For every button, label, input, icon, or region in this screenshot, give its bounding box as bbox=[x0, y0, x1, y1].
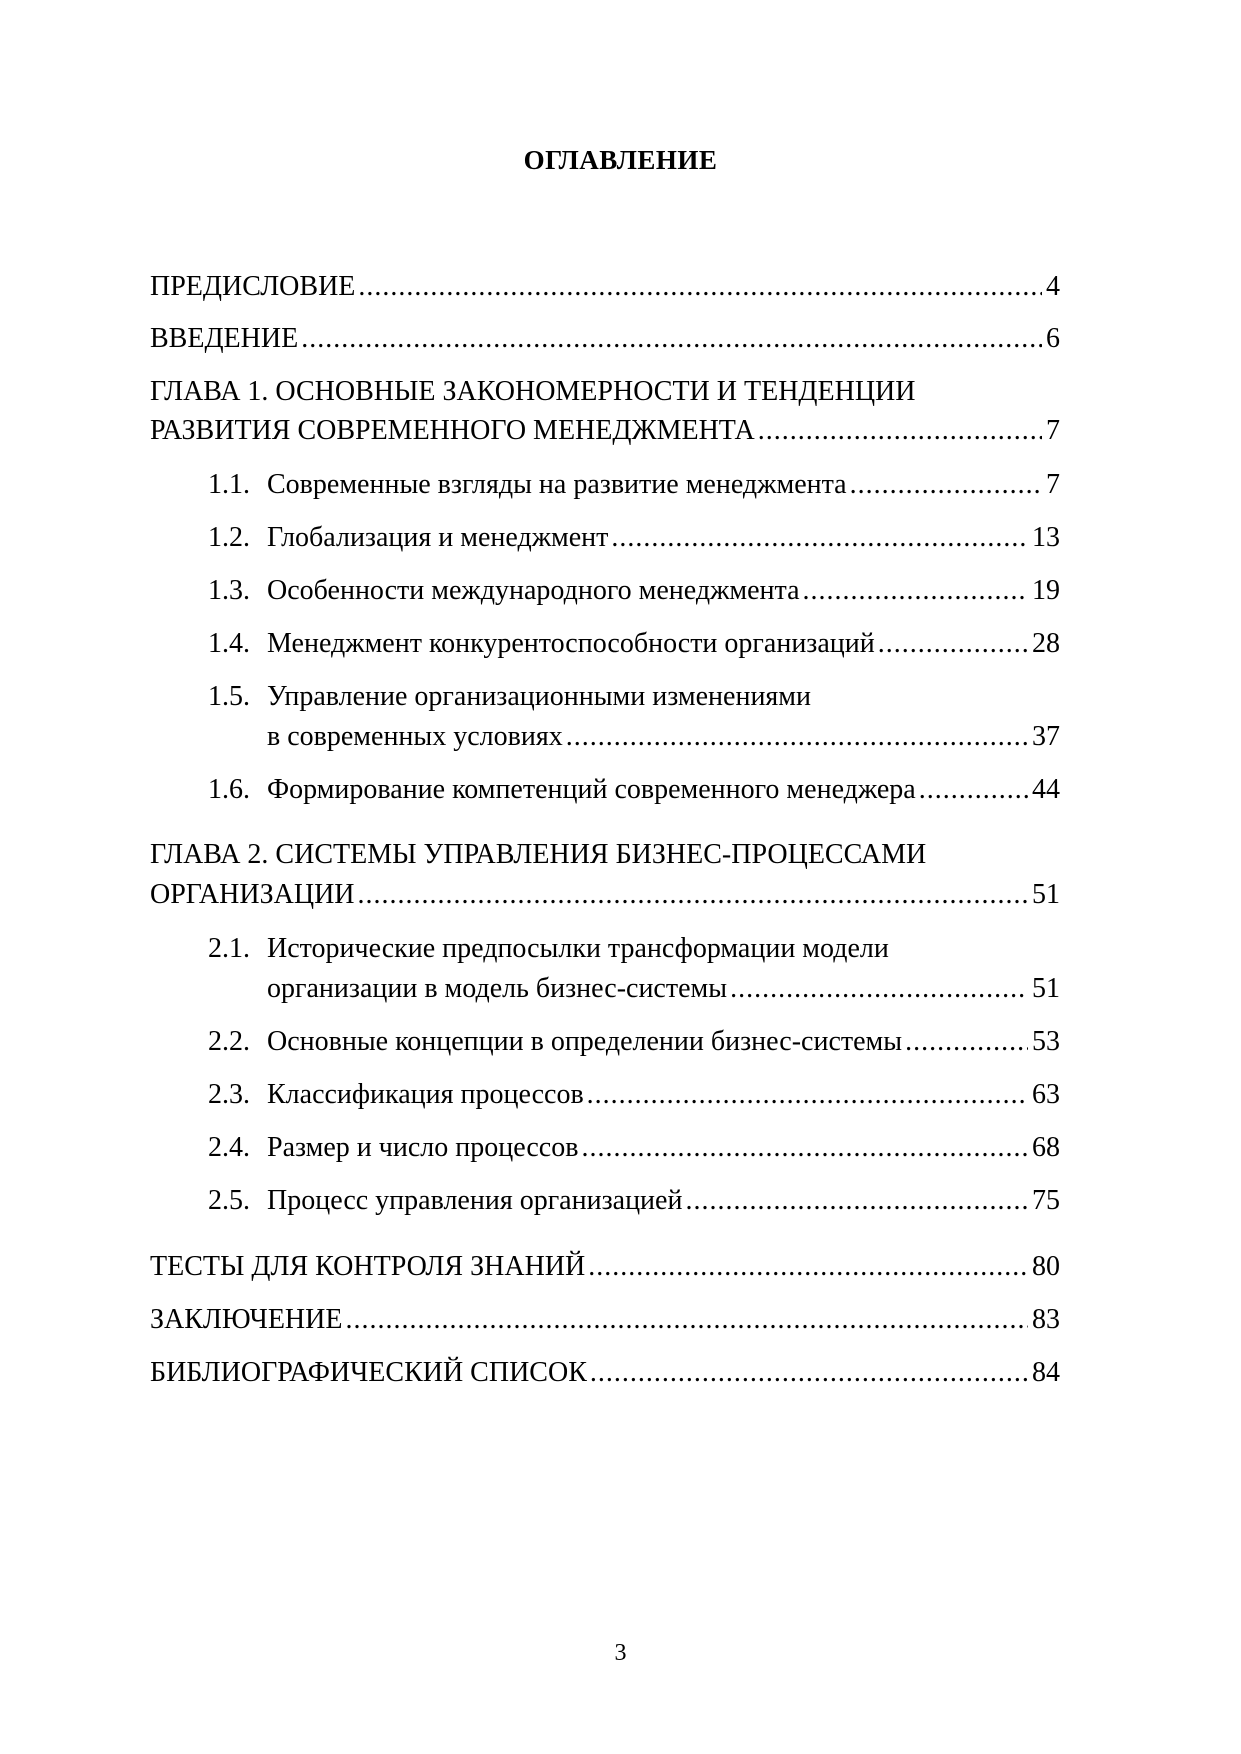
toc-entry-2-1[interactable] bbox=[267, 972, 1060, 1006]
toc-entry-1-4[interactable] bbox=[267, 627, 1060, 661]
toc-entry-text: ЗАКЛЮЧЕНИЕ bbox=[150, 1304, 343, 1335]
toc-leader-dots bbox=[758, 414, 1042, 448]
toc-entry-text: Классификация процессов bbox=[267, 1079, 584, 1110]
toc-page-number: 83 bbox=[1032, 1304, 1060, 1335]
toc-entry-1-5[interactable] bbox=[267, 720, 1060, 754]
toc-chapter-1-line1[interactable]: ГЛАВА 1. ОСНОВНЫЕ ЗАКОНОМЕРНОСТИ И ТЕНДЕНЦИИ bbox=[150, 376, 916, 407]
toc-entry-1-1[interactable] bbox=[267, 468, 1060, 502]
toc-section-number: 2.2. bbox=[208, 1026, 250, 1057]
toc-entry-text: организации в модель бизнес-системы bbox=[267, 973, 728, 1004]
toc-leader-dots bbox=[587, 1078, 1028, 1112]
toc-leader-dots bbox=[581, 1131, 1028, 1165]
toc-leader-dots bbox=[588, 1250, 1028, 1284]
toc-entry-bibliography[interactable] bbox=[150, 1356, 1060, 1390]
toc-entry-text: Глобализация и менеджмент bbox=[267, 522, 609, 553]
toc-page-number: 84 bbox=[1032, 1357, 1060, 1388]
toc-section-number: 1.4. bbox=[208, 628, 250, 659]
toc-entry-text: Формирование компетенций современного менеджера bbox=[267, 774, 916, 805]
toc-page-number: 75 bbox=[1032, 1185, 1060, 1216]
toc-entry-text: в современных условиях bbox=[267, 721, 563, 752]
toc-entry-1-2[interactable] bbox=[267, 521, 1060, 555]
toc-leader-dots bbox=[803, 574, 1028, 608]
toc-page-number: 37 bbox=[1032, 721, 1060, 752]
toc-chapter-2-line1[interactable]: ГЛАВА 2. СИСТЕМЫ УПРАВЛЕНИЯ БИЗНЕС-ПРОЦЕССАМИ bbox=[150, 839, 927, 870]
toc-entry-text: Размер и число процессов bbox=[267, 1132, 579, 1163]
toc-entry-text: БИБЛИОГРАФИЧЕСКИЙ СПИСОК bbox=[150, 1357, 587, 1388]
toc-entry-1-5-line1[interactable]: Управление организационными изменениями bbox=[267, 681, 812, 712]
toc-leader-dots bbox=[611, 521, 1028, 555]
toc-entry-text: РАЗВИТИЯ СОВРЕМЕННОГО МЕНЕДЖМЕНТА bbox=[150, 415, 755, 446]
toc-entry-2-2[interactable] bbox=[267, 1025, 1060, 1059]
toc-leader-dots bbox=[685, 1184, 1028, 1218]
toc-section-number: 1.2. bbox=[208, 522, 250, 553]
toc-page-number: 19 bbox=[1032, 575, 1060, 606]
toc-leader-dots bbox=[301, 322, 1042, 356]
toc-page-number: 44 bbox=[1032, 774, 1060, 805]
toc-page-number: 80 bbox=[1032, 1251, 1060, 1282]
toc-leader-dots bbox=[730, 972, 1028, 1006]
toc-page-number: 51 bbox=[1032, 973, 1060, 1004]
toc-section-number: 2.3. bbox=[208, 1079, 250, 1110]
toc-entry-text: ПРЕДИСЛОВИЕ bbox=[150, 271, 356, 302]
toc-entry-text: ОРГАНИЗАЦИИ bbox=[150, 879, 355, 910]
toc-entry-2-1-line1[interactable]: Исторические предпосылки трансформации модели bbox=[267, 933, 889, 964]
toc-entry-tests[interactable] bbox=[150, 1250, 1060, 1284]
toc-leader-dots bbox=[358, 878, 1028, 912]
toc-page-number: 53 bbox=[1032, 1026, 1060, 1057]
toc-page-number: 51 bbox=[1032, 879, 1060, 910]
toc-leader-dots bbox=[566, 720, 1028, 754]
toc-entry-1-3[interactable] bbox=[267, 574, 1060, 608]
toc-section-number: 1.3. bbox=[208, 575, 250, 606]
toc-section-number: 1.5. bbox=[208, 681, 250, 712]
toc-leader-dots bbox=[905, 1025, 1028, 1059]
toc-section-number: 1.6. bbox=[208, 774, 250, 805]
toc-entry-text: Менеджмент конкурентоспособности организаций bbox=[267, 628, 875, 659]
toc-entry-chapter-2[interactable] bbox=[150, 878, 1060, 912]
toc-entry-text: ВВЕДЕНИЕ bbox=[150, 323, 299, 354]
toc-section-number: 1.1. bbox=[208, 469, 250, 500]
toc-leader-dots bbox=[358, 270, 1042, 304]
toc-entry-text: Процесс управления организацией bbox=[267, 1185, 683, 1216]
toc-section-number: 2.4. bbox=[208, 1132, 250, 1163]
toc-entry-2-5[interactable] bbox=[267, 1184, 1060, 1218]
toc-leader-dots bbox=[590, 1356, 1028, 1390]
toc-entry-text: Современные взгляды на развитие менеджмента bbox=[267, 469, 847, 500]
toc-entry-text: Особенности международного менеджмента bbox=[267, 575, 800, 606]
toc-leader-dots bbox=[919, 773, 1028, 807]
toc-entry-1-6[interactable] bbox=[267, 773, 1060, 807]
toc-leader-dots bbox=[878, 627, 1028, 661]
toc-entry-text: ТЕСТЫ ДЛЯ КОНТРОЛЯ ЗНАНИЙ bbox=[150, 1251, 586, 1282]
toc-entry-intro[interactable] bbox=[150, 322, 1060, 356]
toc-page-number: 68 bbox=[1032, 1132, 1060, 1163]
toc-section-number: 2.1. bbox=[208, 933, 250, 964]
toc-page-number: 63 bbox=[1032, 1079, 1060, 1110]
toc-title: ОГЛАВЛЕНИЕ bbox=[523, 145, 718, 175]
toc-page-number: 13 bbox=[1032, 522, 1060, 553]
toc-page-number: 7 bbox=[1046, 415, 1060, 446]
toc-entry-2-4[interactable] bbox=[267, 1131, 1060, 1165]
toc-entry-preface[interactable] bbox=[150, 270, 1060, 304]
toc-page-number: 4 bbox=[1046, 271, 1060, 302]
toc-leader-dots bbox=[850, 468, 1042, 502]
page-number-footer: 3 bbox=[614, 1640, 627, 1666]
toc-entry-conclusion[interactable] bbox=[150, 1303, 1060, 1337]
toc-entry-chapter-1[interactable] bbox=[150, 414, 1060, 448]
toc-page-number: 7 bbox=[1046, 469, 1060, 500]
toc-page-number: 28 bbox=[1032, 628, 1060, 659]
toc-entry-2-3[interactable] bbox=[267, 1078, 1060, 1112]
toc-leader-dots bbox=[345, 1303, 1028, 1337]
toc-section-number: 2.5. bbox=[208, 1185, 250, 1216]
toc-entry-text: Основные концепции в определении бизнес-системы bbox=[267, 1026, 903, 1057]
toc-page-number: 6 bbox=[1046, 323, 1060, 354]
